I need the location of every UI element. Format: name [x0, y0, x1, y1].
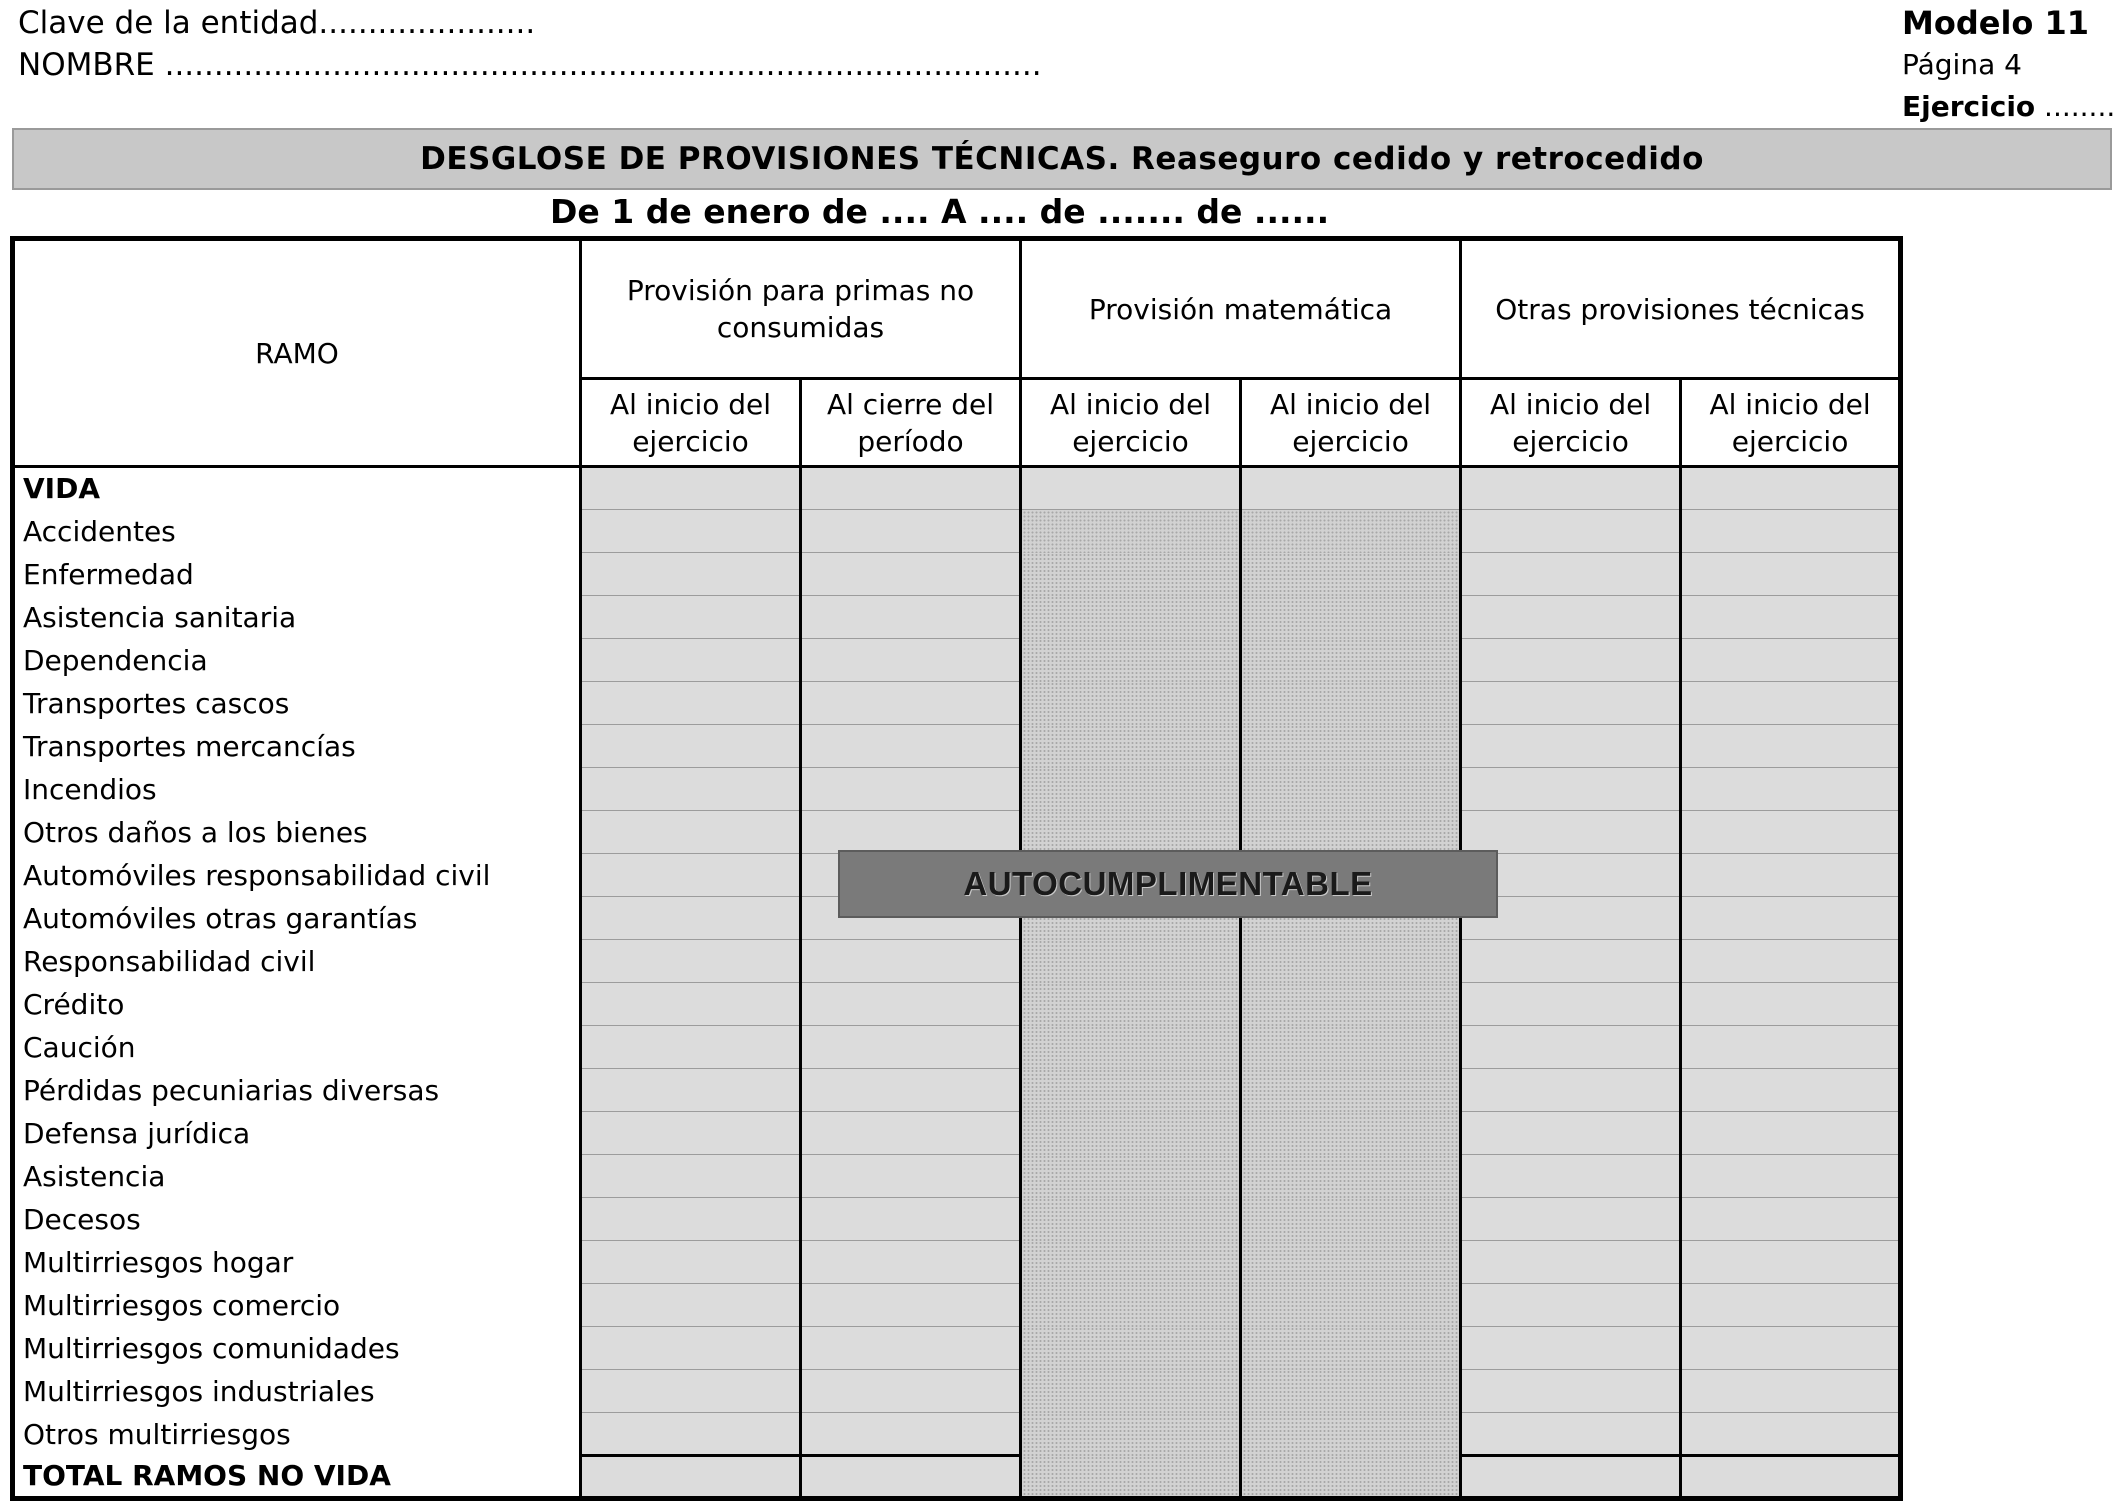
- input-cell: [1021, 1456, 1241, 1499]
- input-cell: [1241, 1370, 1461, 1413]
- input-cell: [1241, 768, 1461, 811]
- input-cell[interactable]: [801, 1069, 1021, 1112]
- input-cell: [1241, 639, 1461, 682]
- input-cell[interactable]: [801, 1327, 1021, 1370]
- ramo-label: Otros multirriesgos: [13, 1413, 581, 1456]
- model-header: [1902, 2, 2115, 128]
- input-cell: [1021, 510, 1241, 553]
- subheader: Al inicio del ejercicio: [581, 379, 801, 467]
- input-cell[interactable]: [1681, 1069, 1901, 1112]
- input-cell[interactable]: [1461, 1241, 1681, 1284]
- ramo-label: Enfermedad: [13, 553, 581, 596]
- table-row: [13, 510, 1901, 553]
- autocumplimentable-banner: AUTOCUMPLIMENTABLE: [838, 850, 1498, 918]
- input-cell[interactable]: [1681, 1241, 1901, 1284]
- input-cell[interactable]: [1681, 811, 1901, 854]
- input-cell[interactable]: [1681, 1284, 1901, 1327]
- input-cell: [1241, 983, 1461, 1026]
- input-cell[interactable]: [1681, 768, 1901, 811]
- input-cell: [1021, 725, 1241, 768]
- input-cell: [1021, 1155, 1241, 1198]
- input-cell[interactable]: [1461, 639, 1681, 682]
- input-cell[interactable]: [1681, 854, 1901, 897]
- input-cell[interactable]: [1461, 1456, 1681, 1499]
- input-cell[interactable]: [1461, 1413, 1681, 1456]
- ramo-label: Multirriesgos comunidades: [13, 1327, 581, 1370]
- table-row: [13, 1155, 1901, 1198]
- ramo-label: Multirriesgos industriales: [13, 1370, 581, 1413]
- input-cell: [1021, 940, 1241, 983]
- subheader: Al cierre del período: [801, 379, 1021, 467]
- input-cell[interactable]: [1681, 983, 1901, 1026]
- input-cell[interactable]: [1681, 1370, 1901, 1413]
- table-row: [13, 940, 1901, 983]
- ramo-label: Automóviles responsabilidad civil: [13, 854, 581, 897]
- input-cell[interactable]: [1461, 510, 1681, 553]
- input-cell[interactable]: [581, 854, 801, 897]
- table-row: [13, 467, 1901, 510]
- input-cell[interactable]: [1681, 940, 1901, 983]
- input-cell[interactable]: [1461, 596, 1681, 639]
- input-cell: [1021, 1284, 1241, 1327]
- input-cell: [1241, 940, 1461, 983]
- input-cell[interactable]: [581, 1198, 801, 1241]
- input-cell[interactable]: [1461, 1284, 1681, 1327]
- input-cell[interactable]: [1461, 940, 1681, 983]
- table-row: [13, 639, 1901, 682]
- group-header-otras: Otras provisiones técnicas: [1461, 239, 1901, 379]
- input-cell[interactable]: [801, 1112, 1021, 1155]
- input-cell[interactable]: [581, 897, 801, 940]
- table-row: [13, 596, 1901, 639]
- input-cell: [1021, 596, 1241, 639]
- input-cell[interactable]: [1681, 467, 1901, 510]
- input-cell[interactable]: [581, 1112, 801, 1155]
- input-cell[interactable]: [1461, 1370, 1681, 1413]
- input-cell[interactable]: [801, 1155, 1021, 1198]
- input-cell[interactable]: [801, 983, 1021, 1026]
- input-cell[interactable]: [581, 1026, 801, 1069]
- ramo-label: Multirriesgos hogar: [13, 1241, 581, 1284]
- input-cell: [1241, 596, 1461, 639]
- input-cell[interactable]: [1681, 1327, 1901, 1370]
- input-cell[interactable]: [1681, 725, 1901, 768]
- input-cell: [1021, 1112, 1241, 1155]
- input-cell: [1241, 1198, 1461, 1241]
- input-cell[interactable]: [1241, 467, 1461, 510]
- input-cell: [1241, 1456, 1461, 1499]
- input-cell[interactable]: [801, 1370, 1021, 1413]
- input-cell: [1021, 1198, 1241, 1241]
- input-cell[interactable]: [1681, 1112, 1901, 1155]
- ramo-label: Transportes mercancías: [13, 725, 581, 768]
- input-cell[interactable]: [581, 940, 801, 983]
- input-cell[interactable]: [581, 1456, 801, 1499]
- table-row: [13, 1370, 1901, 1413]
- input-cell[interactable]: [1681, 553, 1901, 596]
- input-cell[interactable]: [801, 596, 1021, 639]
- table-row: [13, 553, 1901, 596]
- table-row: [13, 1413, 1901, 1456]
- input-cell[interactable]: [1681, 1198, 1901, 1241]
- input-cell[interactable]: [1461, 1069, 1681, 1112]
- subheader: Al inicio del ejercicio: [1241, 379, 1461, 467]
- input-cell[interactable]: [801, 940, 1021, 983]
- table-row: [13, 1284, 1901, 1327]
- input-cell: [1241, 1284, 1461, 1327]
- ramo-label: Automóviles otras garantías: [13, 897, 581, 940]
- input-cell[interactable]: [581, 1413, 801, 1456]
- ramo-label: Dependencia: [13, 639, 581, 682]
- pagina-label: Página 4: [1902, 48, 2022, 81]
- input-cell[interactable]: [1461, 768, 1681, 811]
- group-header-primas: Provisión para primas no consumidas: [581, 239, 1021, 379]
- input-cell: [1241, 510, 1461, 553]
- input-cell[interactable]: [801, 639, 1021, 682]
- ramo-label: Incendios: [13, 768, 581, 811]
- input-cell[interactable]: [581, 1327, 801, 1370]
- input-cell[interactable]: [1681, 897, 1901, 940]
- ramo-label: Caución: [13, 1026, 581, 1069]
- input-cell[interactable]: [581, 1370, 801, 1413]
- table-row: [13, 1198, 1901, 1241]
- group-header-matematica: Provisión matemática: [1021, 239, 1461, 379]
- input-cell[interactable]: [581, 811, 801, 854]
- input-cell: [1241, 1112, 1461, 1155]
- nombre-label: NOMBRE .........................................................................................: [18, 47, 1042, 83]
- input-cell[interactable]: [1461, 1112, 1681, 1155]
- input-cell: [1021, 1327, 1241, 1370]
- entity-header: [18, 2, 1042, 86]
- ramo-label: Otros daños a los bienes: [13, 811, 581, 854]
- subheader: Al inicio del ejercicio: [1021, 379, 1241, 467]
- input-cell: [1241, 811, 1461, 854]
- input-cell[interactable]: [1681, 1456, 1901, 1499]
- table-row: [13, 768, 1901, 811]
- input-cell[interactable]: [801, 1026, 1021, 1069]
- input-cell: [1241, 1327, 1461, 1370]
- input-cell: [1021, 553, 1241, 596]
- input-cell[interactable]: [1021, 467, 1241, 510]
- table-body: [13, 467, 1901, 1499]
- input-cell[interactable]: [581, 725, 801, 768]
- input-cell[interactable]: [581, 768, 801, 811]
- input-cell[interactable]: [581, 510, 801, 553]
- input-cell[interactable]: [581, 682, 801, 725]
- input-cell: [1021, 1413, 1241, 1456]
- period-subtitle: De 1 de enero de .... A .... de ....... de ......: [550, 192, 1330, 231]
- input-cell[interactable]: [1461, 467, 1681, 510]
- input-cell: [1241, 1241, 1461, 1284]
- input-cell: [1241, 725, 1461, 768]
- input-cell[interactable]: [581, 983, 801, 1026]
- ramo-label: Defensa jurídica: [13, 1112, 581, 1155]
- input-cell: [1021, 983, 1241, 1026]
- ramo-label: Multirriesgos comercio: [13, 1284, 581, 1327]
- input-cell[interactable]: [801, 682, 1021, 725]
- input-cell: [1021, 1069, 1241, 1112]
- input-cell[interactable]: [1461, 682, 1681, 725]
- ramo-label: Decesos: [13, 1198, 581, 1241]
- input-cell[interactable]: [801, 1241, 1021, 1284]
- input-cell[interactable]: [1681, 510, 1901, 553]
- input-cell[interactable]: [1681, 639, 1901, 682]
- input-cell[interactable]: [1461, 811, 1681, 854]
- input-cell[interactable]: [1461, 1198, 1681, 1241]
- input-cell[interactable]: [1461, 983, 1681, 1026]
- form-title: DESGLOSE DE PROVISIONES TÉCNICAS. Reaseguro cedido y retrocedido: [12, 128, 2112, 190]
- table-row: [13, 1069, 1901, 1112]
- table-row: [13, 1456, 1901, 1499]
- table-row: [13, 1327, 1901, 1370]
- ramo-label: Asistencia: [13, 1155, 581, 1198]
- input-cell[interactable]: [1461, 1026, 1681, 1069]
- ejercicio-label: Ejercicio: [1902, 90, 2036, 123]
- input-cell[interactable]: [801, 1456, 1021, 1499]
- input-cell[interactable]: [1461, 1327, 1681, 1370]
- ramo-header: RAMO: [13, 239, 581, 467]
- ramo-label: Pérdidas pecuniarias diversas: [13, 1069, 581, 1112]
- ramo-label: Crédito: [13, 983, 581, 1026]
- input-cell[interactable]: [581, 553, 801, 596]
- input-cell[interactable]: [581, 639, 801, 682]
- input-cell: [1241, 682, 1461, 725]
- input-cell: [1241, 1413, 1461, 1456]
- input-cell[interactable]: [801, 1413, 1021, 1456]
- input-cell: [1241, 1155, 1461, 1198]
- input-cell: [1021, 811, 1241, 854]
- input-cell[interactable]: [1461, 725, 1681, 768]
- input-cell: [1241, 1069, 1461, 1112]
- table-row: [13, 983, 1901, 1026]
- table-row: [13, 1112, 1901, 1155]
- ejercicio-dots: ........: [2035, 90, 2116, 123]
- input-cell[interactable]: [801, 510, 1021, 553]
- input-cell[interactable]: [581, 1069, 801, 1112]
- input-cell: [1021, 1026, 1241, 1069]
- input-cell[interactable]: [1681, 682, 1901, 725]
- table-row: [13, 811, 1901, 854]
- subheader: Al inicio del ejercicio: [1681, 379, 1901, 467]
- input-cell[interactable]: [801, 1198, 1021, 1241]
- input-cell[interactable]: [801, 811, 1021, 854]
- input-cell[interactable]: [801, 725, 1021, 768]
- input-cell: [1021, 1370, 1241, 1413]
- clave-entidad-label: Clave de la entidad......................: [18, 5, 536, 41]
- ramo-label: Transportes cascos: [13, 682, 581, 725]
- input-cell: [1241, 553, 1461, 596]
- input-cell[interactable]: [581, 1155, 801, 1198]
- table-row: [13, 1241, 1901, 1284]
- ramo-label: Responsabilidad civil: [13, 940, 581, 983]
- ramo-label: TOTAL RAMOS NO VIDA: [13, 1456, 581, 1499]
- modelo-label: Modelo 11: [1902, 4, 2090, 42]
- input-cell: [1021, 682, 1241, 725]
- input-cell[interactable]: [1681, 1026, 1901, 1069]
- input-cell[interactable]: [1461, 553, 1681, 596]
- ramo-label: VIDA: [13, 467, 581, 510]
- input-cell[interactable]: [801, 467, 1021, 510]
- ramo-label: Asistencia sanitaria: [13, 596, 581, 639]
- subheader: Al inicio del ejercicio: [1461, 379, 1681, 467]
- ejercicio-field: [1902, 86, 2115, 128]
- input-cell[interactable]: [1681, 1155, 1901, 1198]
- input-cell: [1241, 1026, 1461, 1069]
- ramo-label: Accidentes: [13, 510, 581, 553]
- input-cell[interactable]: [581, 596, 801, 639]
- table-row: [13, 725, 1901, 768]
- input-cell[interactable]: [1681, 596, 1901, 639]
- input-cell: [1021, 639, 1241, 682]
- table-row: [13, 682, 1901, 725]
- input-cell[interactable]: [1681, 1413, 1901, 1456]
- input-cell: [1021, 1241, 1241, 1284]
- input-cell[interactable]: [801, 768, 1021, 811]
- input-cell[interactable]: [801, 553, 1021, 596]
- table-row: [13, 1026, 1901, 1069]
- input-cell[interactable]: [581, 1241, 801, 1284]
- input-cell[interactable]: [801, 1284, 1021, 1327]
- input-cell: [1021, 768, 1241, 811]
- input-cell[interactable]: [581, 467, 801, 510]
- input-cell[interactable]: [581, 1284, 801, 1327]
- input-cell[interactable]: [1461, 1155, 1681, 1198]
